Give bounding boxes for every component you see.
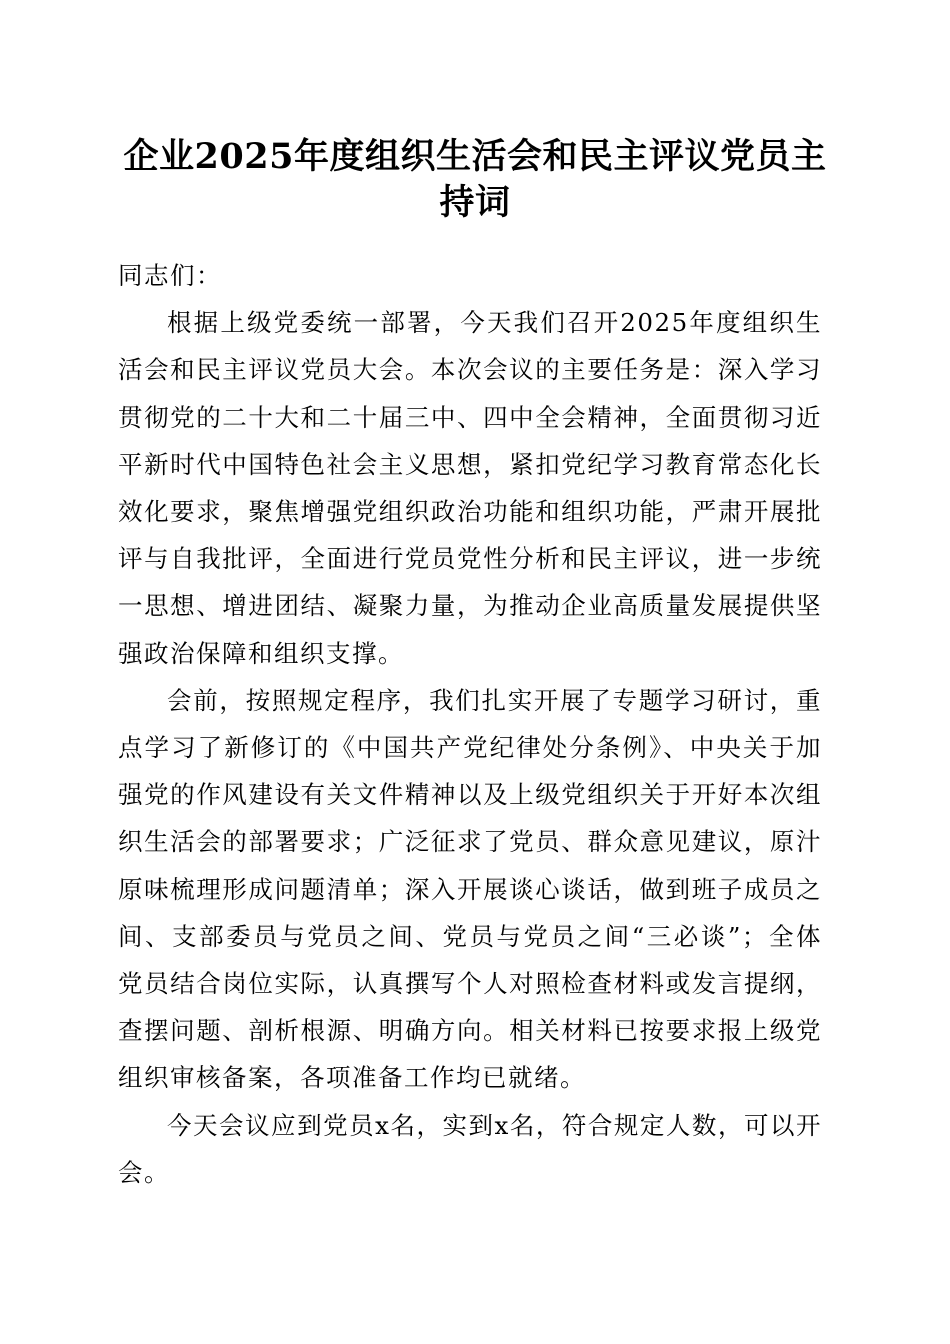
document-body: [118, 252, 822, 1196]
paragraph-preparation: 会前，按照规定程序，我们扎实开展了专题学习研讨，重点学习了新修订的《中国共产党纪律处分条例》、中央关于加强党的作风建设有关文件精神以及上级党组织关于开好本次组织生活会的部署要求；广泛征求了党员、群众意见建议，原汁原味梳理形成问题清单；深入开展谈心谈话，做到班子成员之间、支部委员与党员之间、党员与党员之间“三必谈”；全体党员结合岗位实际，认真撰写个人对照检查材料或发言提纲，查摆问题、剖析根源、明确方向。相关材料已按要求报上级党组织审核备案，各项准备工作均已就绪。: [118, 685, 822, 1093]
paragraph-attendance: 今天会议应到党员x名，实到x名，符合规定人数，可以开会。: [118, 1110, 822, 1187]
document-title: 企业2025年度组织生活会和民主评议党员主持词: [123, 136, 827, 223]
paragraph-meeting-purpose: 根据上级党委统一部署，今天我们召开2025年度组织生活会和民主评议党员大会。本次会议的主要任务是：深入学习贯彻党的二十大和二十届三中、四中全会精神，全面贯彻习近平新时代中国特色社会主义思想，紧扣党纪学习教育常态化长效化要求，聚焦增强党组织政治功能和组织功能，严肃开展批评与自我批评，全面进行党员党性分析和民主评议，进一步统一思想、增进团结、凝聚力量，为推动企业高质量发展提供坚强政治保障和组织支撑。: [118, 308, 822, 668]
salutation: 同志们：: [118, 261, 222, 290]
